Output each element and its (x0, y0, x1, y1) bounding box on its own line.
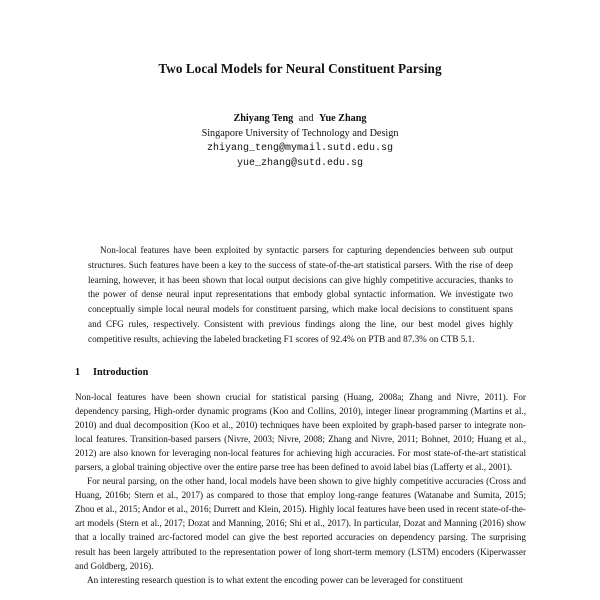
paragraph: Non-local features have been shown crucial for statistical parsing (Huang, 2008a; Zhang and Nivre, 2011). For dependency parsing, High-order dynamic programs (Koo and Collins, 2010), integer linear programming (Martins et al., 2010) and dual decomposition (Koo et al., 2010) techniques have been exploited by graph-based parser to integrate non-local features. Transition-based parsers (Nivre, 2003; Nivre, 2008; Zhang and Nivre, 2011; Bohnet, 2010; Huang et al., 2012) are also known for leveraging non-local features for achieving high accuracies. For most state-of-the-art statistical parsers, a global training objective over the entire parse tree has been defined to avoid label bias (Lafferty et al., 2001). (75, 392, 526, 473)
affiliation: Singapore University of Technology and Design (201, 128, 399, 139)
section-body (75, 390, 526, 587)
author-second: Yue Zhang (319, 113, 367, 124)
email-first: zhiyang_teng@mymail.sutd.edu.sg (206, 143, 394, 154)
email-second: yue_zhang@sutd.edu.sg (236, 158, 364, 169)
section-heading (75, 367, 148, 378)
paragraph: For neural parsing, on the other hand, local models have been shown to give highly competitive accuracies (Cross and Huang, 2016b; Stern et al., 2017) as compared to those that employ long-range features (Watanabe and Sumita, 2015; Zhou et al., 2015; Andor et al., 2016; Durrett and Klein, 2015). Highly local features have been used in recent state-of-the-art models (Stern et al., 2017; Dozat and Manning, 2016; Shi et al., 2017). In particular, Dozat and Manning (2016) show that a locally trained arc-factored model can give the best reported accuracies on dependency parsing. The surprising result has been largely attributed to the representation power of long short-term memory (LSTM) encoders (Kiperwasser and Goldberg, 2016). (75, 476, 526, 571)
paragraph: An interesting research question is to what extent the encoding power can be leveraged for constituent (87, 574, 463, 585)
abstract: Non-local features have been exploited by syntactic parsers for capturing dependencies between sub output structures. Such features have been a key to the success of state-of-the-art statistical parsers. With the rise of deep learning, however, it has been shown that local output decisions can give highly competitive accuracies, thanks to the power of dense neural input representations that embody global syntactic information. We investigate two conceptually simple local neural models for constituent parsing, which make local decisions to constituent spans and CFG rules, respectively. Consistent with previous findings along the line, our best model gives highly competitive results, achieving the labeled bracketing F1 scores of 92.4% on PTB and 87.3% on CTB 5.1. (88, 245, 513, 344)
author-block (0, 111, 600, 171)
section-number: 1 (75, 367, 81, 378)
paper-title: Two Local Models for Neural Constituent Parsing (158, 61, 442, 76)
author-names (0, 111, 600, 126)
author-first: Zhiyang Teng (233, 113, 294, 124)
section-title: Introduction (93, 367, 149, 378)
author-conj: and (298, 113, 314, 124)
